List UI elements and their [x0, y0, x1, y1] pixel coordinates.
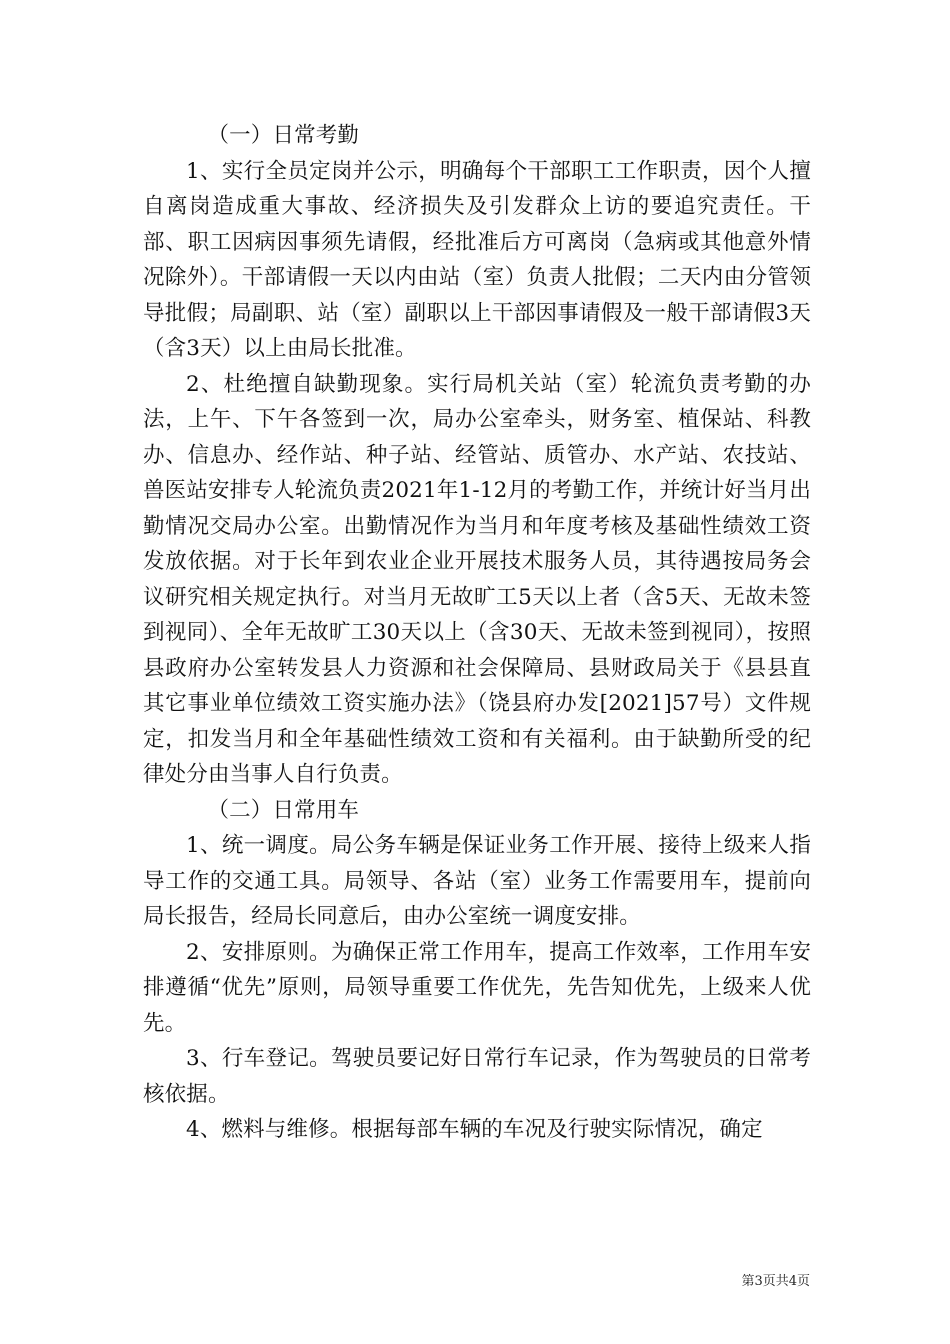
paragraph-vehicle-2: 2、安排原则。为确保正常工作用车，提高工作效率，工作用车安排遵循“优先”原则，局领导重要工作优先，先告知优先，上级来人优先。 [143, 939, 811, 1036]
paragraph-attendance-1: 1、实行全员定岗并公示，明确每个干部职工工作职责，因个人擅自离岗造成重大事故、经济损失及引发群众上访的要追究责任。干部、职工因病因事须先请假，经批准后方可离岗（急病或其他意外情况除外）。干部请假一天以内由站（室）负责人批假；二天内由分管领导批假；局副职、站（室）副职以上干部因事请假及一般干部请假3天（含3天）以上由局长批准。 [143, 158, 811, 361]
paragraph-vehicle-4: 4、燃料与维修。根据每部车辆的车况及行驶实际情况，确定 [186, 1117, 763, 1142]
paragraph-attendance-2: 2、杜绝擅自缺勤现象。实行局机关站（室）轮流负责考勤的办法，上午、下午各签到一次，局办公室牵头，财务室、植保站、科教办、信息办、经作站、种子站、经管站、质管办、水产站、农技站、兽医站安排专人轮流负责2021年1-12月的考勤工作，并统计好当月出勤情况交局办公室。出勤情况作为当月和年度考核及基础性绩效工资发放依据。对于长年到农业企业开展技术服务人员，其待遇按局务会议研究相关规定执行。对当月无故旷工5天以上者（含5天、无故未签到视同）、全年无故旷工30天以上（含30天、无故未签到视同），按照县政府办公室转发县人力资源和社会保障局、县财政局关于《县县直其它事业单位绩效工资实施办法》（饶县府办发[2021]57号）文件规定，扣发当月和全年基础性绩效工资和有关福利。由于缺勤所受的纪律处分由当事人自行负责。 [143, 371, 811, 787]
paragraph-vehicle-1: 1、统一调度。局公务车辆是保证业务工作开展、接待上级来人指导工作的交通工具。局领导、各站（室）业务工作需要用车，提前向局长报告，经局长同意后，由办公室统一调度安排。 [143, 833, 811, 929]
paragraph-vehicle-3: 3、行车登记。驾驶员要记好日常行车记录，作为驾驶员的日常考核依据。 [143, 1046, 811, 1107]
document-body [143, 118, 811, 1148]
section-heading-vehicle: （二）日常用车 [207, 797, 360, 823]
page-number: 第3页共4页 [741, 1274, 810, 1289]
section-heading-attendance: （一）日常考勤 [207, 123, 360, 148]
